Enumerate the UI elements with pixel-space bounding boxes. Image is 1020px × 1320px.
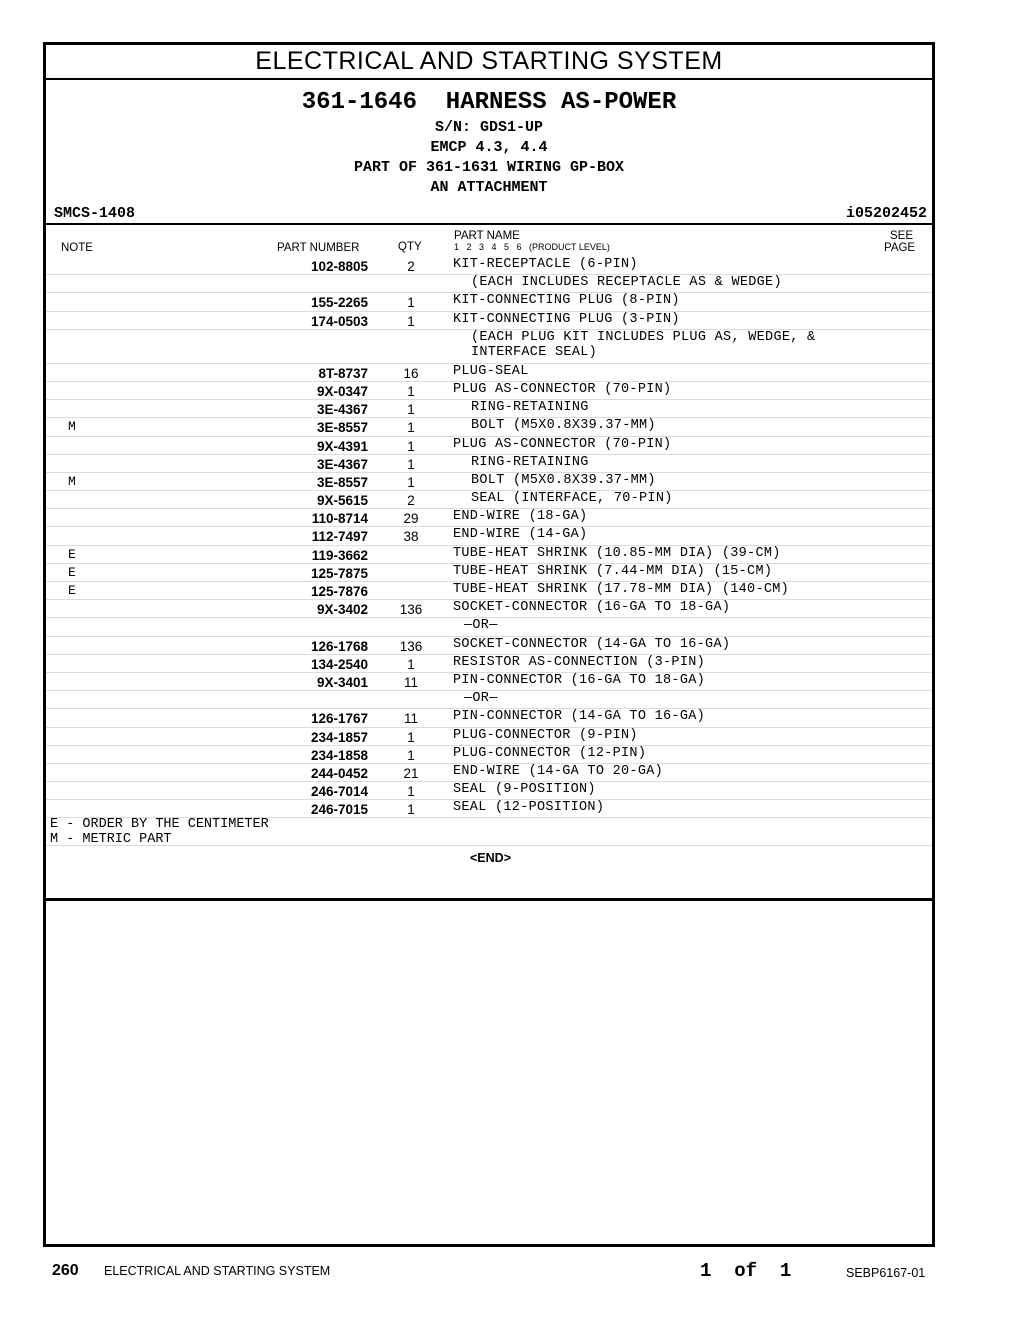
row-note: E bbox=[68, 583, 76, 598]
table-row bbox=[46, 546, 932, 564]
table-row bbox=[46, 637, 932, 655]
col-qty: QTY bbox=[398, 241, 422, 253]
page-frame bbox=[43, 42, 935, 1247]
col-page: PAGE bbox=[884, 242, 916, 254]
row-part-name: END-WIRE (14-GA TO 20-GA) bbox=[453, 763, 664, 779]
row-qty: 38 bbox=[403, 529, 419, 545]
row-qty: 1 bbox=[407, 802, 415, 818]
table-row bbox=[46, 491, 932, 509]
row-qty: 1 bbox=[407, 474, 415, 490]
system-title: ELECTRICAL AND STARTING SYSTEM bbox=[46, 45, 932, 80]
row-part-name: KIT-CONNECTING PLUG (8-PIN) bbox=[453, 293, 680, 309]
row-qty: 1 bbox=[407, 784, 415, 800]
col-part-name: PART NAME bbox=[454, 230, 520, 242]
end-marker: <END> bbox=[470, 851, 511, 865]
row-qty: 1 bbox=[407, 402, 415, 418]
row-part-name: PLUG-SEAL bbox=[453, 363, 529, 379]
row-qty: 1 bbox=[407, 747, 415, 763]
row-qty: 16 bbox=[403, 365, 419, 381]
table-row bbox=[46, 400, 932, 418]
table-row bbox=[46, 418, 932, 436]
row-qty: 136 bbox=[399, 602, 423, 618]
table-row bbox=[46, 746, 932, 764]
row-part-name: SEAL (INTERFACE, 70-PIN) bbox=[471, 491, 673, 507]
table-row bbox=[46, 728, 932, 746]
row-part-number: 110-8714 bbox=[311, 511, 368, 527]
notes-legend bbox=[50, 817, 269, 847]
row-note: M bbox=[68, 419, 76, 435]
row-part-name: END-WIRE (18-GA) bbox=[453, 509, 588, 525]
row-qty: 29 bbox=[403, 511, 419, 527]
row-part-name: PLUG AS-CONNECTOR (70-PIN) bbox=[453, 381, 672, 397]
row-note: E bbox=[68, 546, 76, 562]
row-part-number: 3E-8557 bbox=[316, 420, 368, 436]
footer-doc-code: SEBP6167-01 bbox=[846, 1266, 926, 1280]
table-row bbox=[46, 527, 932, 545]
row-part-name: SOCKET-CONNECTOR (14-GA TO 16-GA) bbox=[453, 636, 731, 652]
row-part-name: PIN-CONNECTOR (16-GA TO 18-GA) bbox=[453, 672, 706, 688]
row-qty: 1 bbox=[407, 729, 415, 745]
table-row bbox=[46, 800, 932, 818]
row-part-name: BOLT (M5X0.8X39.37-MM) bbox=[471, 418, 656, 434]
table-row bbox=[46, 600, 932, 618]
row-part-name: RING-RETAINING bbox=[471, 454, 589, 470]
row-part-number: 125-7875 bbox=[310, 565, 368, 581]
row-part-name: TUBE-HEAT SHRINK (7.44-MM DIA) (15-CM) bbox=[453, 563, 773, 579]
row-part-name: —OR— bbox=[464, 618, 498, 634]
row-part-number: 155-2265 bbox=[310, 295, 368, 311]
row-part-number: 125-7876 bbox=[310, 584, 368, 599]
row-part-number: 8T-8737 bbox=[318, 365, 368, 381]
row-qty: 21 bbox=[403, 765, 419, 781]
col-see: SEE bbox=[890, 230, 914, 242]
row-qty: 2 bbox=[407, 493, 415, 509]
row-qty: 1 bbox=[407, 383, 415, 399]
row-part-name: SOCKET-CONNECTOR (16-GA TO 18-GA) bbox=[453, 600, 731, 616]
row-note: M bbox=[68, 473, 76, 489]
row-qty: 1 bbox=[407, 656, 415, 672]
row-part-number: 174-0503 bbox=[310, 313, 368, 329]
row-part-name: KIT-RECEPTACLE (6-PIN) bbox=[453, 257, 638, 272]
col-product-levels: 1 2 3 4 5 6 (PRODUCT LEVEL) bbox=[454, 242, 610, 252]
row-qty: 1 bbox=[407, 456, 415, 472]
row-part-name: END-WIRE (14-GA) bbox=[453, 527, 588, 543]
table-row bbox=[46, 582, 932, 600]
row-qty: 1 bbox=[407, 438, 415, 454]
table-row bbox=[46, 364, 932, 382]
row-note: E bbox=[68, 564, 76, 580]
row-part-number: 234-1857 bbox=[310, 729, 368, 745]
table-row bbox=[46, 673, 932, 691]
col-part-number: PART NUMBER bbox=[277, 242, 360, 254]
row-part-name: PLUG AS-CONNECTOR (70-PIN) bbox=[453, 436, 672, 452]
row-part-name: PLUG-CONNECTOR (9-PIN) bbox=[453, 727, 638, 743]
row-part-name: PLUG-CONNECTOR (12-PIN) bbox=[453, 745, 647, 761]
table-row bbox=[46, 509, 932, 527]
table-row bbox=[46, 782, 932, 800]
row-qty: 136 bbox=[399, 638, 423, 654]
table-row bbox=[46, 293, 932, 311]
row-qty: 1 bbox=[407, 295, 415, 311]
row-part-name: (EACH INCLUDES RECEPTACLE AS & WEDGE) bbox=[471, 275, 782, 291]
footer-page-of: 1 of 1 bbox=[700, 1260, 792, 1282]
emcp-version: EMCP 4.3, 4.4 bbox=[430, 139, 548, 156]
attachment-line: AN ATTACHMENT bbox=[430, 179, 548, 196]
serial-number: S/N: GDS1-UP bbox=[434, 119, 544, 136]
row-part-number: 234-1858 bbox=[310, 747, 368, 763]
table-row bbox=[46, 257, 932, 275]
table-row bbox=[46, 473, 932, 491]
row-part-number: 9X-5615 bbox=[316, 493, 368, 509]
row-part-number: 126-1768 bbox=[310, 638, 368, 654]
row-part-name: BOLT (M5X0.8X39.37-MM) bbox=[471, 472, 656, 488]
row-part-name: SEAL (12-POSITION) bbox=[453, 800, 605, 816]
row-qty: 1 bbox=[407, 313, 415, 329]
row-part-number: 9X-4391 bbox=[316, 438, 368, 454]
row-part-number: 246-7014 bbox=[310, 784, 368, 800]
note-e-legend: E - ORDER BY THE CENTIMETER bbox=[50, 817, 269, 832]
row-part-name: TUBE-HEAT SHRINK (10.85-MM DIA) (39-CM) bbox=[453, 545, 781, 561]
smcs-code: SMCS-1408 bbox=[54, 205, 136, 222]
content-end-rule bbox=[46, 898, 932, 901]
harness-title: 361-1646 HARNESS AS-POWER bbox=[301, 89, 677, 116]
row-part-name: RESISTOR AS-CONNECTION (3-PIN) bbox=[453, 654, 706, 670]
table-row bbox=[46, 655, 932, 673]
table-row bbox=[46, 764, 932, 782]
row-part-number: 119-3662 bbox=[311, 547, 368, 563]
row-part-number: 112-7497 bbox=[311, 529, 368, 545]
note-m-legend: M - METRIC PART bbox=[50, 832, 172, 847]
illustration-id: i05202452 bbox=[845, 205, 927, 222]
row-part-name: (EACH PLUG KIT INCLUDES PLUG AS, WEDGE, & INTERFACE SEAL) bbox=[471, 329, 816, 360]
footer-page-number: 260 bbox=[52, 1262, 79, 1279]
row-part-name: SEAL (9-POSITION) bbox=[453, 782, 596, 798]
table-row bbox=[46, 709, 932, 727]
row-part-name: PIN-CONNECTOR (14-GA TO 16-GA) bbox=[453, 709, 706, 725]
row-qty: 11 bbox=[403, 711, 418, 727]
row-part-name: —OR— bbox=[464, 691, 498, 707]
row-qty: 11 bbox=[403, 674, 418, 690]
row-part-name: KIT-CONNECTING PLUG (3-PIN) bbox=[453, 311, 680, 327]
table-row bbox=[46, 312, 932, 330]
table-row bbox=[46, 330, 932, 364]
row-part-number: 126-1767 bbox=[310, 711, 368, 727]
footer-system: ELECTRICAL AND STARTING SYSTEM bbox=[104, 1264, 331, 1278]
header-rule bbox=[46, 223, 932, 225]
row-part-number: 134-2540 bbox=[310, 656, 368, 672]
table-row bbox=[46, 564, 932, 582]
row-part-number: 102-8805 bbox=[310, 259, 368, 274]
notes-divider bbox=[46, 845, 932, 846]
row-part-name: RING-RETAINING bbox=[471, 400, 589, 416]
part-of-line: PART OF 361-1631 WIRING GP-BOX bbox=[353, 159, 625, 176]
col-note: NOTE bbox=[61, 242, 93, 254]
row-part-number: 9X-3401 bbox=[316, 674, 368, 690]
row-qty: 1 bbox=[407, 420, 415, 436]
table-row bbox=[46, 382, 932, 400]
table-row bbox=[46, 455, 932, 473]
table-row bbox=[46, 691, 932, 709]
row-part-name: TUBE-HEAT SHRINK (17.78-MM DIA) (140-CM) bbox=[453, 582, 790, 597]
table-row bbox=[46, 437, 932, 455]
row-qty: 2 bbox=[407, 259, 415, 274]
row-part-number: 3E-8557 bbox=[316, 474, 368, 490]
table-row bbox=[46, 618, 932, 636]
row-part-number: 9X-3402 bbox=[316, 602, 368, 618]
row-part-number: 3E-4367 bbox=[316, 456, 368, 472]
row-part-number: 3E-4367 bbox=[316, 402, 368, 418]
row-part-number: 9X-0347 bbox=[316, 383, 368, 399]
table-row bbox=[46, 275, 932, 293]
row-part-number: 244-0452 bbox=[310, 765, 368, 781]
row-part-number: 246-7015 bbox=[310, 802, 368, 818]
parts-table bbox=[46, 257, 932, 818]
